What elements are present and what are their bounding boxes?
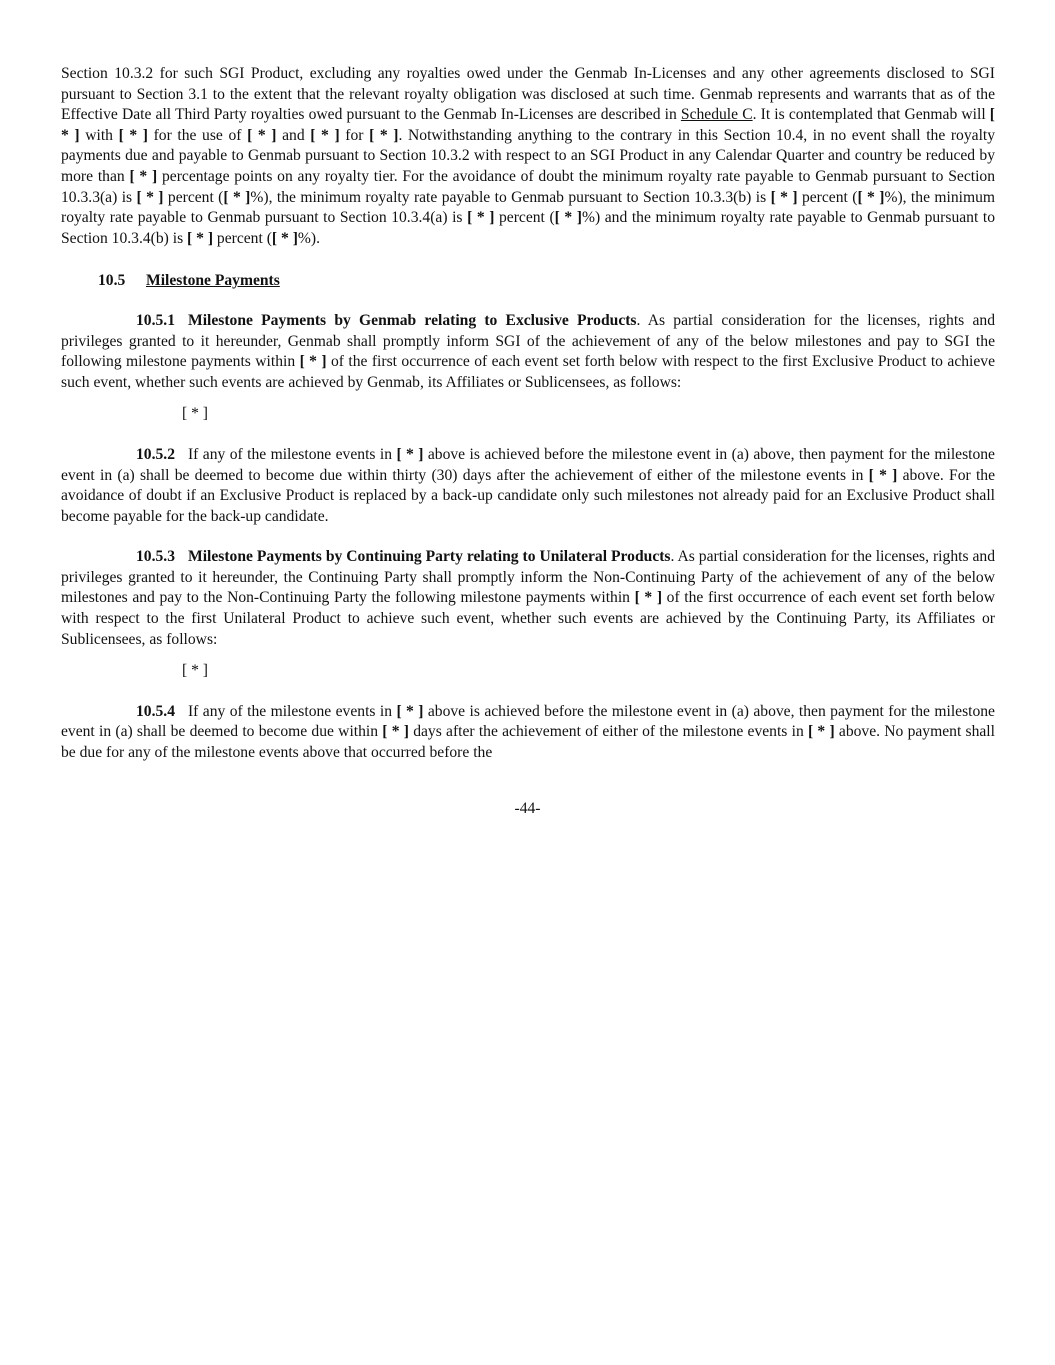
redaction: [ * ] [369,126,399,144]
redaction: [ * ] [118,126,148,144]
redaction: [ * ] [554,209,582,227]
section-10-5-3: 10.5.3 Milestone Payments by Continuing Party relating to Unilateral Products. As partial consideration for the licenses, rights and privileges granted to it hereunder, the Continuing Party shall promptly inform the Non-Continuing Party of the achievement of any of the below milestones and pay to the Non-Continuing Party the following milestone payments within [ * ] of the first occurrence of each event set forth below with respect to the first Unilateral Product to achieve such event, whether such events are achieved by the Continuing Party, its Affiliates or Sublicensees, as follows: [61,548,995,648]
redaction: [ * ] [634,589,663,607]
redaction: [ * ] [223,188,251,206]
redaction: [ * ] [857,188,885,206]
redaction: [ * ] [247,126,277,144]
document-page [61,64,995,764]
milestone-table-placeholder: [ * ] [182,662,208,680]
redaction: [ * ] [868,466,898,484]
schedule-c-link[interactable]: Schedule C [680,106,753,124]
milestone-table-placeholder: [ * ] [182,405,208,423]
redaction: [ * ] [61,106,995,144]
redaction: [ * ] [807,723,835,741]
page-number: -44- [514,800,541,817]
redaction: [ * ] [467,209,495,227]
redaction: [ * ] [770,188,798,206]
section-10-5-1: 10.5.1 Milestone Payments by Genmab relating to Exclusive Products. As partial consideration for the licenses, rights and privileges granted to it hereunder, Genmab shall promptly inform SGI of the achievement of any of the below milestones and pay to SGI the following milestone payments within [ * ] of the first occurrence of each event set forth below with respect to the first Exclusive Product to achieve such event, whether such events are achieved by Genmab, its Affiliates or Sublicensees, as follows: [61,311,996,391]
royalty-paragraph: Section 10.3.2 for such SGI Product, excluding any royalties owed under the Genmab In-Licenses and any other agreements disclosed to SGI pursuant to Section 3.1 to the extent that the relevant royalty obligation was disclosed at such time. Genmab represents and warrants that as of the Effective Date all Third Party royalties owed pursuant to the Genmab In-Licenses are described in Schedule C. It is contemplated that Genmab will [ * ] with [ * ] for the use of [ * ] and [ * ] for [ * ]. Notwithstanding anything to the contrary in this Section 10.4, in no event shall the royalty payments due and payable to Genmab pursuant to Section 10.3.2 with respect to an SGI Product in any Calendar Quarter and country be reduced by more than [ * ] percentage points on any royalty tier. For the avoidance of doubt the minimum royalty rate payable to Genmab pursuant to Section 10.3.3(a) is [ * ] percent ([ * ]%), the minimum royalty rate payable to Genmab pursuant to Section 10.3.3(b) is [ * ] percent ([ * ]%), the minimum royalty rate payable to Genmab pursuant to Section 10.3.4(a) is [ * ] percent ([ * ]%) and the minimum royalty rate payable to Genmab pursuant to Section 10.3.4(b) is [ * ] percent ([ * ]%). [61,65,996,247]
redaction: [ * ] [382,723,409,741]
redaction: [ * ] [396,445,424,463]
section-10-5-4: 10.5.4 If any of the milestone events in [ * ] above is achieved before the milestone event in (a) above, then payment for the milestone event in (a) shall be deemed to become due within [ * ] days after the achievement of either of the milestone events in [ * ] above. No payment shall be due for any of the milestone events above that occurred before the [61,702,995,762]
redaction: [ * ] [310,126,340,144]
section-10-5-2: 10.5.2 If any of the milestone events in [ * ] above is achieved before the milestone event in (a) above, then payment for the milestone event in (a) shall be deemed to become due within thirty (30) days after the achievement of either of the milestone events in [ * ] above. For the avoidance of doubt if an Exclusive Product is replaced by a back-up candidate only such milestones not already paid for an Exclusive Product shall become payable for the back-up candidate. [61,445,995,525]
section-10-5-heading: 10.5 Milestone Payments [98,272,280,290]
redaction: [ * ] [187,229,214,247]
redaction: [ * ] [299,353,327,371]
redaction: [ * ] [271,229,298,247]
redaction: [ * ] [136,188,164,206]
redaction: [ * ] [396,702,424,720]
redaction: [ * ] [129,167,158,185]
